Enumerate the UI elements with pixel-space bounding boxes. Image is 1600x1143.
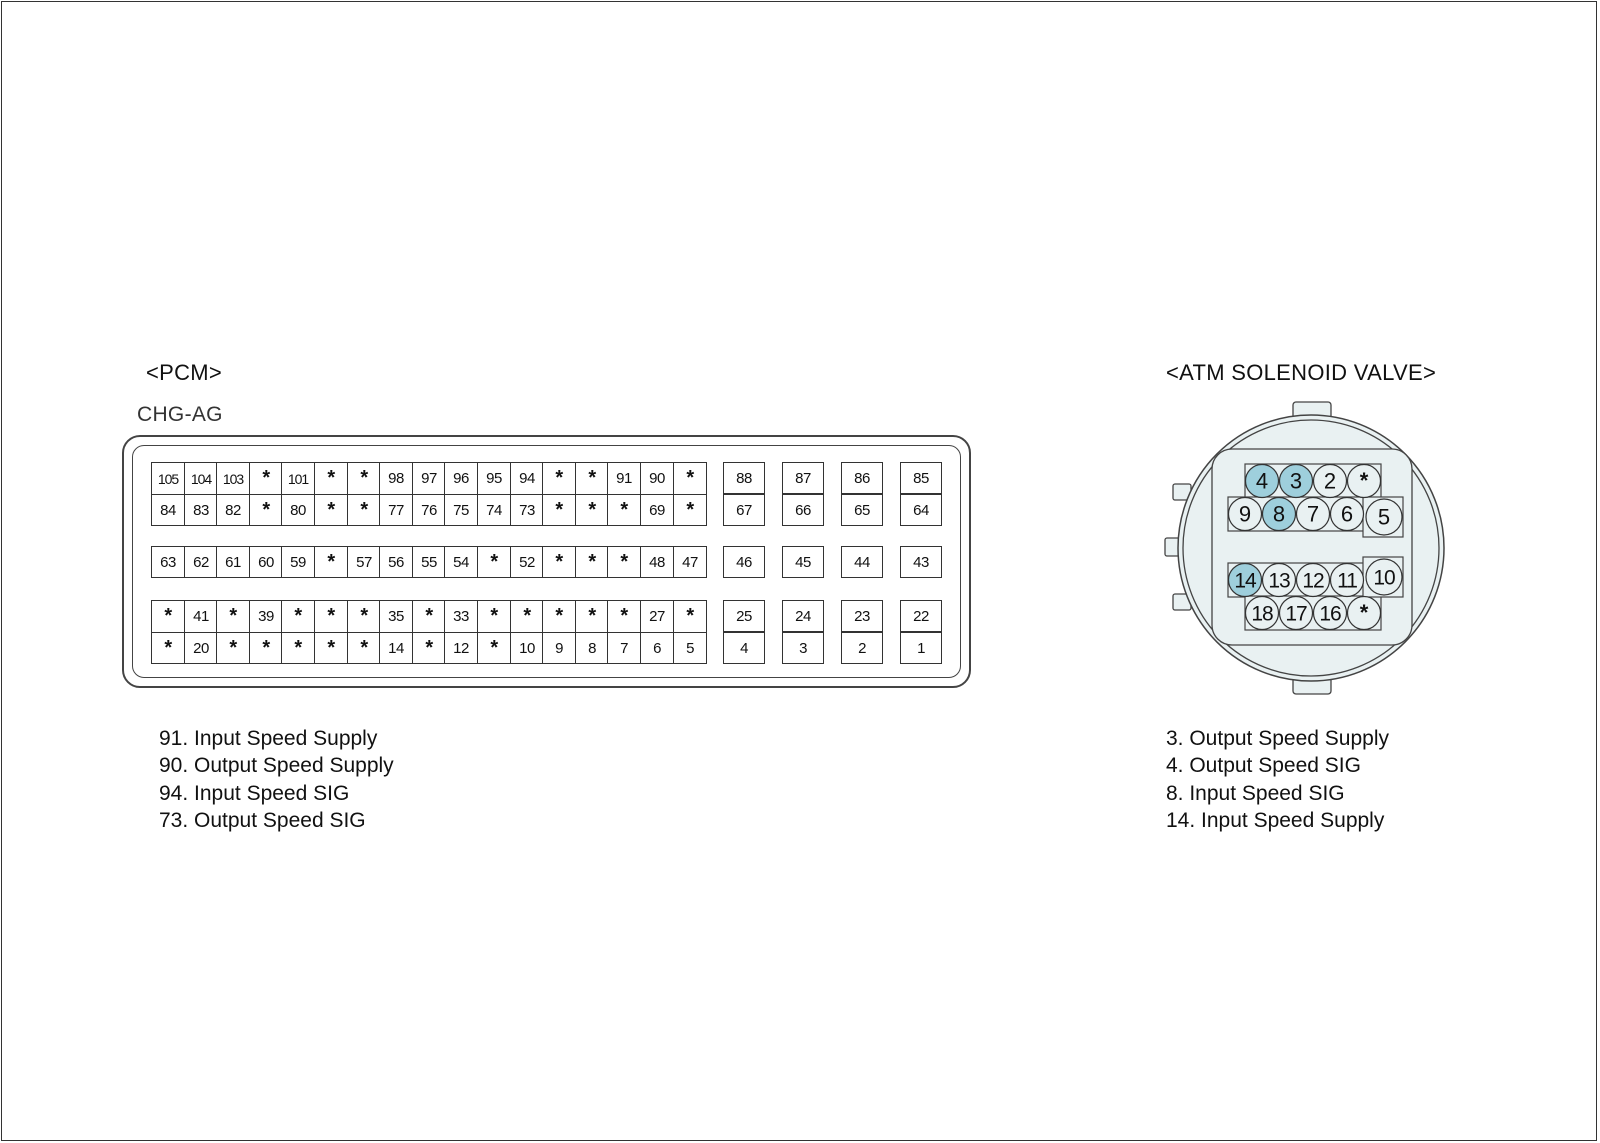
pcm-pin: 73 bbox=[510, 494, 544, 526]
pcm-pin: 10 bbox=[510, 632, 544, 664]
pcm-side-pin: 2 bbox=[841, 632, 883, 664]
pcm-pin: * bbox=[477, 600, 511, 633]
pcm-pin: * bbox=[607, 546, 641, 578]
pcm-pin: 8 bbox=[575, 632, 609, 664]
pcm-pin: 90 bbox=[640, 462, 674, 495]
atm-pin-label: 9 bbox=[1238, 501, 1252, 527]
atm-legend-item: 3. Output Speed Supply bbox=[1166, 727, 1389, 750]
pcm-connector-code: CHG-AG bbox=[137, 403, 223, 426]
pcm-pin: * bbox=[607, 494, 641, 526]
pcm-pin: * bbox=[216, 600, 250, 633]
pcm-pin: * bbox=[347, 462, 381, 495]
pcm-side-pin: 87 bbox=[782, 462, 824, 494]
pcm-side-pin: 65 bbox=[841, 494, 883, 526]
pcm-pin: 104 bbox=[184, 462, 218, 495]
pcm-pin: 6 bbox=[640, 632, 674, 664]
pcm-side-pin: 1 bbox=[900, 632, 942, 664]
pcm-pin: * bbox=[673, 462, 707, 495]
pcm-pin: 75 bbox=[444, 494, 478, 526]
pcm-pin: * bbox=[477, 546, 511, 578]
pcm-pin: 47 bbox=[673, 546, 707, 578]
pcm-legend-item: 94. Input Speed SIG bbox=[159, 781, 350, 805]
atm-heading: <ATM SOLENOID VALVE> bbox=[1166, 360, 1437, 385]
pcm-pin: 84 bbox=[151, 494, 185, 526]
pcm-pin: * bbox=[510, 600, 544, 633]
pcm-pin: * bbox=[314, 600, 348, 633]
atm-pin-label: 11 bbox=[1337, 569, 1357, 593]
pcm-pin: * bbox=[151, 600, 185, 633]
pcm-pin: * bbox=[575, 600, 609, 633]
atm-legend-item: 4. Output Speed SIG bbox=[1166, 754, 1361, 778]
pcm-side-pin: 85 bbox=[900, 462, 942, 494]
pcm-pin: 94 bbox=[510, 462, 544, 495]
pcm-pin: * bbox=[249, 494, 283, 526]
pcm-side-pin: 3 bbox=[782, 632, 824, 664]
pcm-side-pin: 23 bbox=[841, 600, 883, 632]
pcm-pin: * bbox=[151, 632, 185, 664]
pcm-pin: * bbox=[281, 600, 315, 633]
pcm-legend-item: 91. Input Speed Supply bbox=[159, 727, 378, 750]
pcm-pin: * bbox=[542, 546, 576, 578]
pcm-pin: * bbox=[347, 494, 381, 526]
pcm-side-pin: 4 bbox=[723, 632, 765, 664]
pcm-side-pin: 25 bbox=[723, 600, 765, 632]
pcm-pin: * bbox=[673, 600, 707, 633]
pcm-side-pin: 22 bbox=[900, 600, 942, 632]
pcm-side-pin: 88 bbox=[723, 462, 765, 494]
atm-pin-label: 4 bbox=[1255, 468, 1269, 494]
atm-legend-item: 8. Input Speed SIG bbox=[1166, 781, 1345, 805]
pcm-pin: 103 bbox=[216, 462, 250, 495]
pcm-pin: * bbox=[347, 632, 381, 664]
atm-pin-label: 18 bbox=[1251, 602, 1273, 626]
pcm-pin: 12 bbox=[444, 632, 478, 664]
pcm-pin: 77 bbox=[379, 494, 413, 526]
pcm-pin: 5 bbox=[673, 632, 707, 664]
atm-pin-label: 2 bbox=[1323, 468, 1337, 494]
pcm-pin: 48 bbox=[640, 546, 674, 578]
pcm-side-pin: 45 bbox=[782, 546, 824, 578]
pcm-pin: 20 bbox=[184, 632, 218, 664]
pcm-side-pin: 67 bbox=[723, 494, 765, 526]
pcm-pin: 98 bbox=[379, 462, 413, 495]
pcm-pin: 60 bbox=[249, 546, 283, 578]
atm-pin-label: 3 bbox=[1289, 468, 1303, 494]
pcm-pin: 101 bbox=[281, 462, 315, 495]
pcm-pin: 95 bbox=[477, 462, 511, 495]
pcm-pin: 62 bbox=[184, 546, 218, 578]
pcm-side-pin: 66 bbox=[782, 494, 824, 526]
pcm-legend-item: 73. Output Speed SIG bbox=[159, 808, 366, 832]
pcm-pin: 27 bbox=[640, 600, 674, 633]
pcm-pin: 74 bbox=[477, 494, 511, 526]
pcm-side-pin: 46 bbox=[723, 546, 765, 578]
pcm-pin: 41 bbox=[184, 600, 218, 633]
pcm-pin: * bbox=[673, 494, 707, 526]
pcm-pin: 76 bbox=[412, 494, 446, 526]
atm-pin-label: 10 bbox=[1373, 566, 1395, 590]
pcm-pin: * bbox=[575, 494, 609, 526]
pcm-pin: 59 bbox=[281, 546, 315, 578]
atm-pin-label: 12 bbox=[1302, 569, 1324, 593]
pcm-pin: * bbox=[575, 462, 609, 495]
pcm-pin: 96 bbox=[444, 462, 478, 495]
pcm-side-pin: 86 bbox=[841, 462, 883, 494]
pcm-pin: * bbox=[607, 600, 641, 633]
pcm-pin: 52 bbox=[510, 546, 544, 578]
pcm-legend-item: 90. Output Speed Supply bbox=[159, 754, 394, 778]
pcm-heading: <PCM> bbox=[146, 360, 223, 385]
atm-pin-label: 14 bbox=[1234, 569, 1256, 593]
pcm-pin: 97 bbox=[412, 462, 446, 495]
pcm-pin: 35 bbox=[379, 600, 413, 633]
atm-pin-label: 13 bbox=[1268, 569, 1290, 593]
pcm-pin: 14 bbox=[379, 632, 413, 664]
pcm-pin: * bbox=[281, 632, 315, 664]
pcm-pin: * bbox=[412, 600, 446, 633]
atm-pin-label: 8 bbox=[1272, 501, 1286, 527]
pcm-pin: 33 bbox=[444, 600, 478, 633]
pcm-pin: 39 bbox=[249, 600, 283, 633]
pcm-pin: * bbox=[412, 632, 446, 664]
pcm-pin: 54 bbox=[444, 546, 478, 578]
pcm-pin: * bbox=[249, 632, 283, 664]
pcm-pin: * bbox=[542, 494, 576, 526]
pcm-pin: * bbox=[314, 546, 348, 578]
atm-pin-label: 5 bbox=[1377, 504, 1391, 530]
pcm-pin: 83 bbox=[184, 494, 218, 526]
pcm-pin: 69 bbox=[640, 494, 674, 526]
pcm-pin: 57 bbox=[347, 546, 381, 578]
pcm-pin: * bbox=[314, 632, 348, 664]
atm-pin-label: 6 bbox=[1340, 501, 1354, 527]
pcm-pin: 91 bbox=[607, 462, 641, 495]
pcm-pin: 55 bbox=[412, 546, 446, 578]
pcm-side-pin: 64 bbox=[900, 494, 942, 526]
atm-pin-label: * bbox=[1359, 468, 1369, 493]
pcm-pin: 56 bbox=[379, 546, 413, 578]
pcm-pin: * bbox=[314, 462, 348, 495]
pcm-pin: 80 bbox=[281, 494, 315, 526]
pcm-pin: * bbox=[477, 632, 511, 664]
pcm-pin: 61 bbox=[216, 546, 250, 578]
pcm-side-pin: 44 bbox=[841, 546, 883, 578]
pcm-pin: * bbox=[575, 546, 609, 578]
pcm-pin: * bbox=[542, 600, 576, 633]
pcm-pin: * bbox=[542, 462, 576, 495]
pcm-side-pin: 24 bbox=[782, 600, 824, 632]
pcm-pin: 82 bbox=[216, 494, 250, 526]
pcm-pin: 7 bbox=[607, 632, 641, 664]
atm-pin-label: 16 bbox=[1319, 602, 1341, 626]
pcm-pin: 105 bbox=[151, 462, 185, 495]
atm-pin-label: 7 bbox=[1306, 501, 1320, 527]
pcm-pin: * bbox=[314, 494, 348, 526]
atm-legend bbox=[1166, 725, 1389, 834]
pcm-pin: * bbox=[347, 600, 381, 633]
pcm-pin: 63 bbox=[151, 546, 185, 578]
pcm-pin: * bbox=[249, 462, 283, 495]
pcm-pin: 9 bbox=[542, 632, 576, 664]
atm-pin-label: 17 bbox=[1285, 602, 1307, 626]
pcm-side-pin: 43 bbox=[900, 546, 942, 578]
atm-pin-label: * bbox=[1359, 600, 1369, 625]
atm-legend-item: 14. Input Speed Supply bbox=[1166, 808, 1385, 832]
pcm-pin: * bbox=[216, 632, 250, 664]
